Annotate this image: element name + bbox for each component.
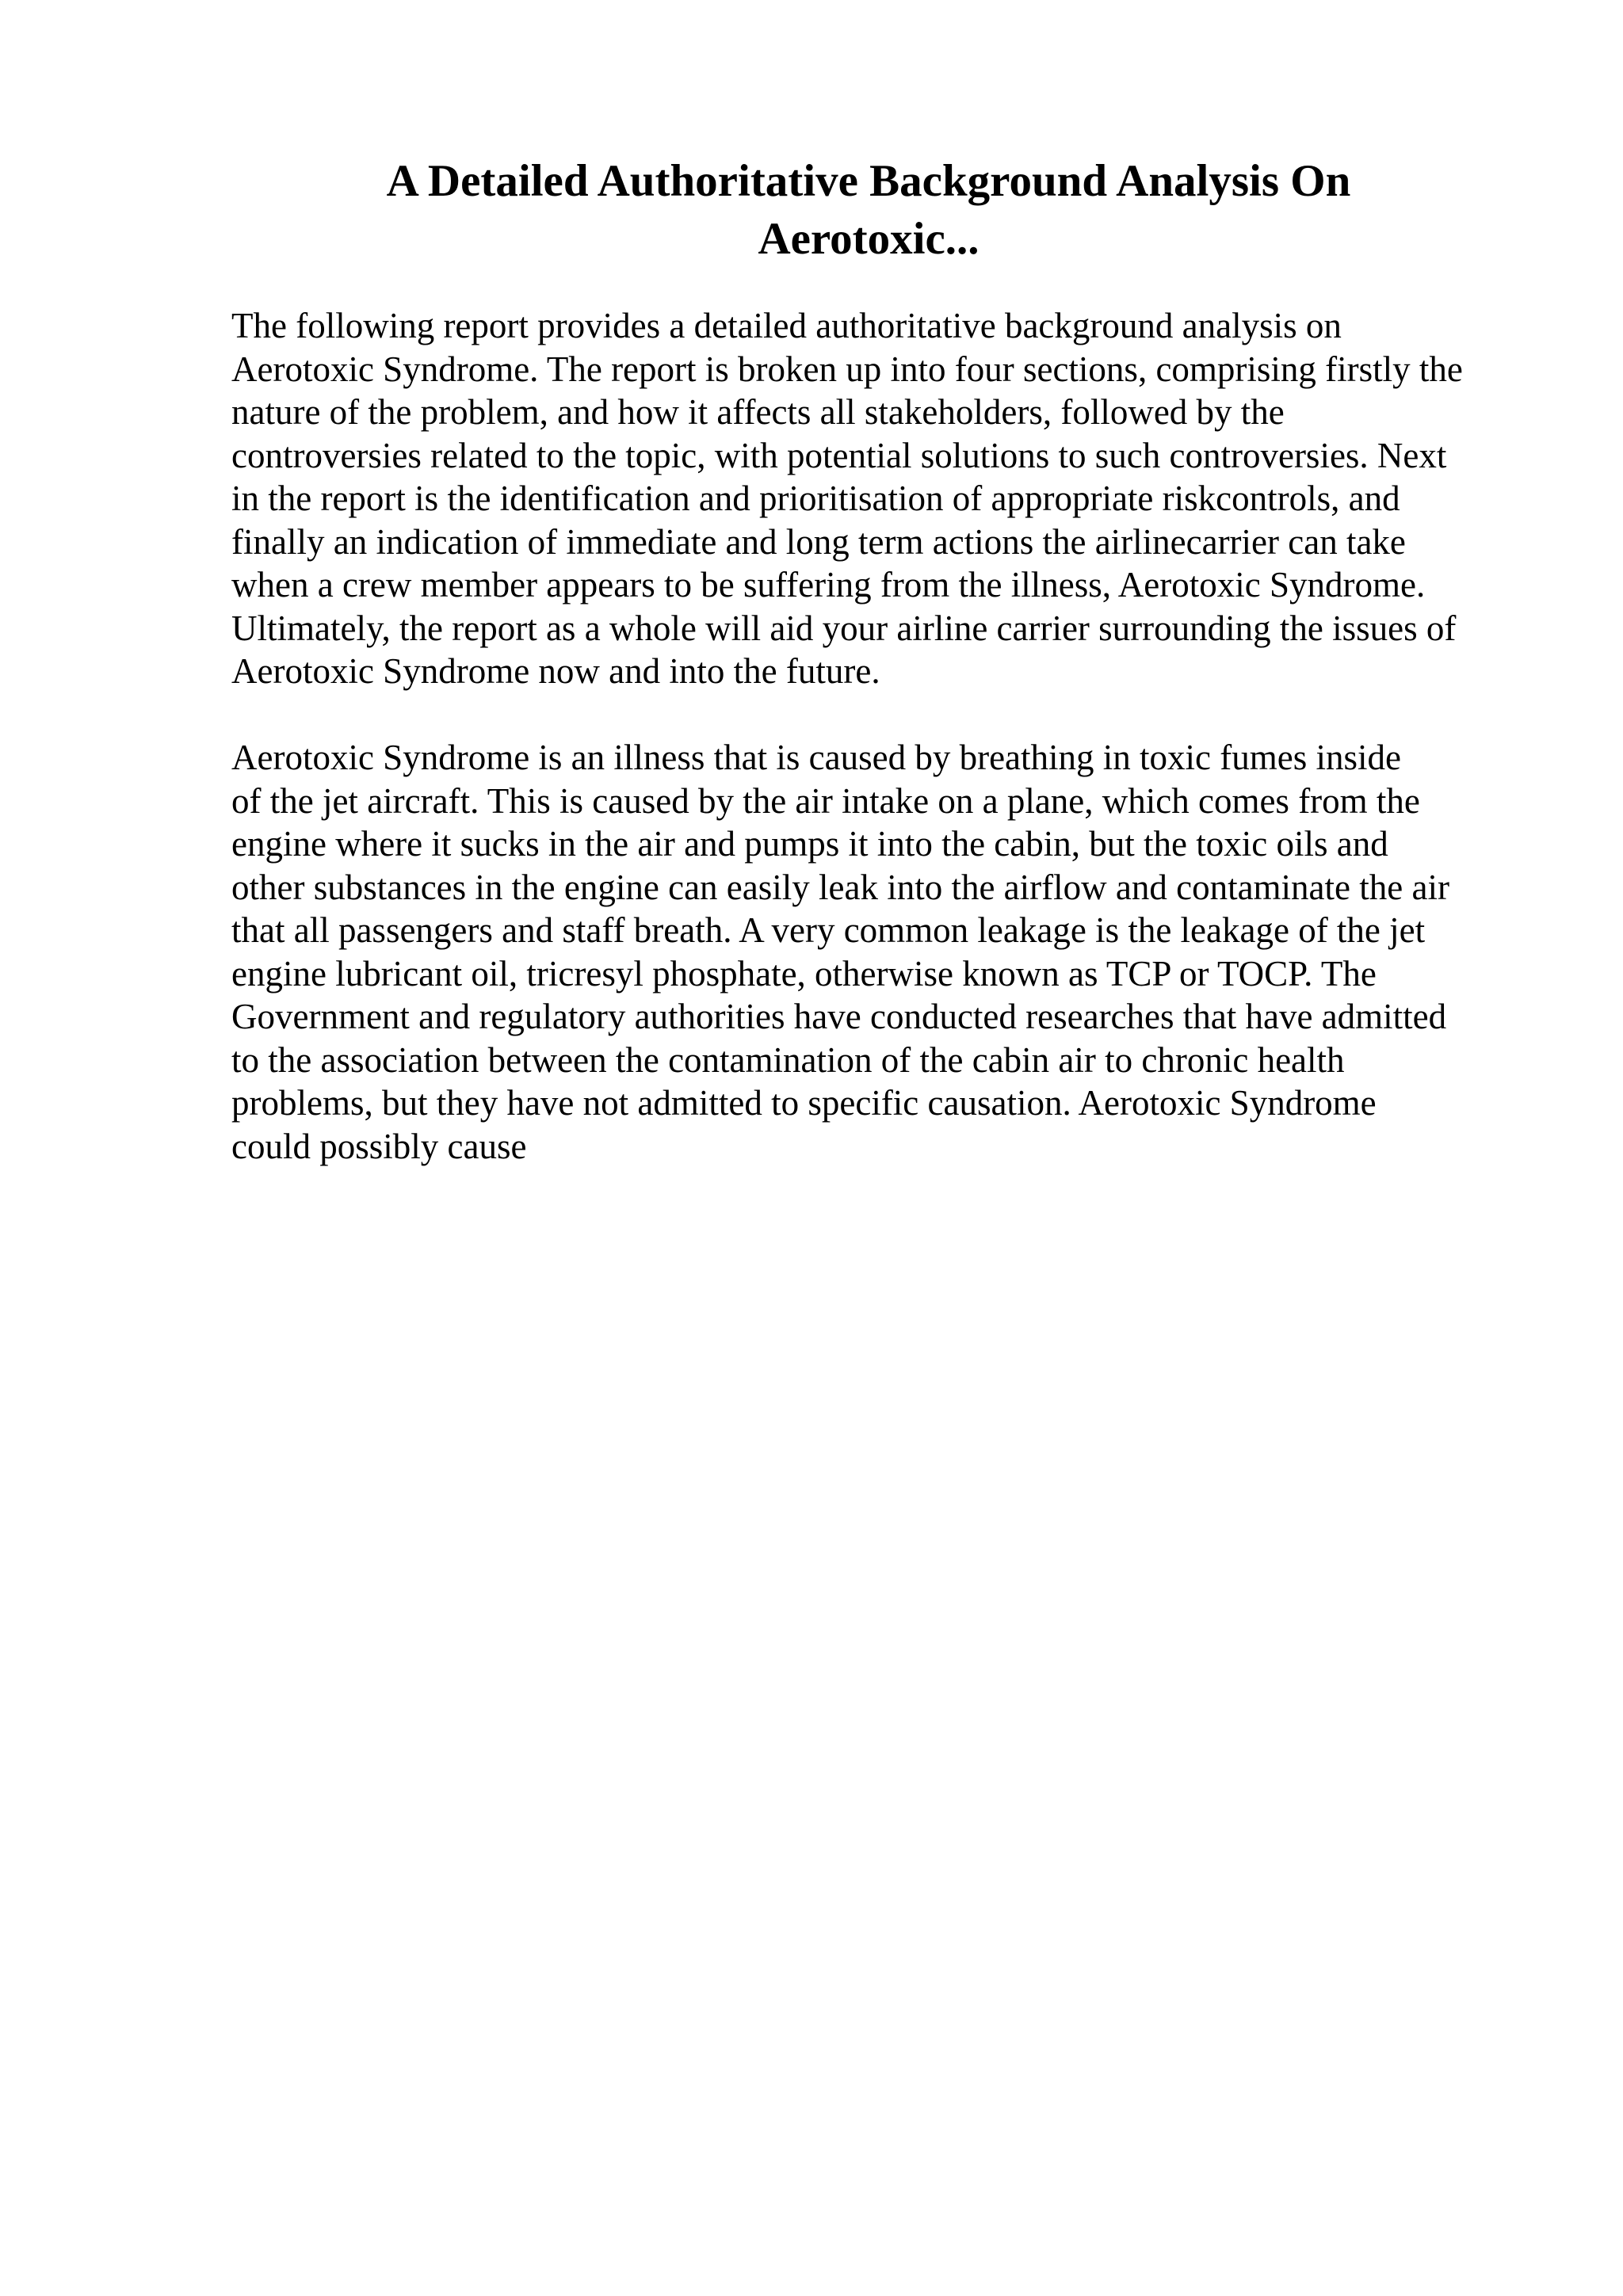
body-paragraph [231, 736, 1547, 1168]
text-line: engine lubricant oil, tricresyl phosphate, otherwise known as TCP or TOCP. The [231, 953, 1377, 994]
text-line: other substances in the engine can easily leak into the airflow and contaminate the air [231, 867, 1449, 907]
text-line: problems, but they have not admitted to specific causation. Aerotoxic Syndrome [231, 1083, 1377, 1123]
intro-paragraph [231, 304, 1547, 693]
text-line: Aerotoxic Syndrome now and into the future. [231, 651, 880, 691]
text-line: when a crew member appears to be suffering from the illness, Aerotoxic Syndrome. [231, 565, 1426, 605]
text-line: nature of the problem, and how it affects all stakeholders, followed by the [231, 392, 1285, 432]
text-line: could possibly cause [231, 1126, 527, 1166]
text-line: Government and regulatory authorities have conducted researches that have admitted [231, 997, 1447, 1036]
text-line: The following report provides a detailed authoritative background analysis on [231, 306, 1342, 345]
title-line: Aerotoxic... [758, 214, 980, 264]
text-line: of the jet aircraft. This is caused by the air intake on a plane, which comes from the [231, 780, 1420, 821]
text-line: to the association between the contamination of the cabin air to chronic health [231, 1039, 1345, 1080]
title-line: A Detailed Authoritative Background Analysis On [386, 156, 1351, 206]
text-line: engine where it sucks in the air and pumps it into the cabin, but the toxic oils and [231, 824, 1388, 864]
text-line: Aerotoxic Syndrome. The report is broken up into four sections, comprising firstly the [231, 349, 1463, 389]
text-line: that all passengers and staff breath. A very common leakage is the leakage of the jet [231, 910, 1426, 950]
text-line: Ultimately, the report as a whole will aid your airline carrier surrounding the issues of [231, 608, 1457, 648]
text-line: in the report is the identification and prioritisation of appropriate riskcontrols, and [231, 479, 1400, 518]
text-line: finally an indication of immediate and long term actions the airlinecarrier can take [231, 521, 1406, 562]
text-line: controversies related to the topic, with potential solutions to such controversies. Next [231, 435, 1447, 475]
text-line: Aerotoxic Syndrome is an illness that is caused by breathing in toxic fumes inside [231, 738, 1401, 777]
document-title [231, 152, 1506, 268]
